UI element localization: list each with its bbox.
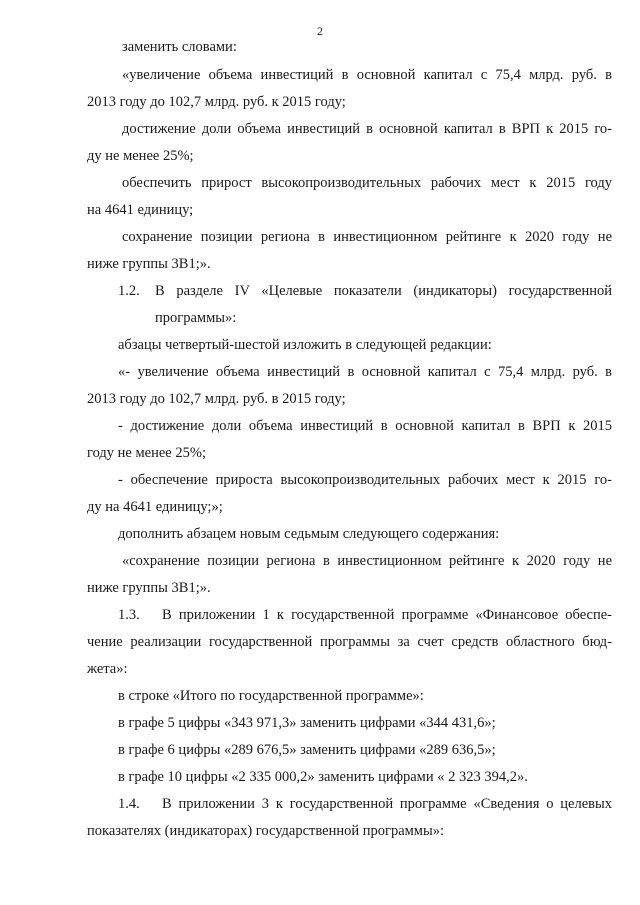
text-line: на 4641 единицу; [87, 202, 194, 218]
text-line: 1.2. В разделе IV «Целевые показатели (индикаторы) государственной [118, 283, 612, 299]
text-line: заменить словами: [122, 39, 237, 55]
text-line: - обеспечение прироста высокопроизводительных рабочих мест к 2015 го- [118, 472, 612, 488]
text-line: показателях (индикаторах) государственной программы»: [87, 823, 444, 839]
text-line: ду на 4641 единицу;»; [87, 499, 223, 515]
text-line: 1.3. В приложении 1 к государственной программе «Финансовое обеспе- [118, 607, 612, 623]
text-line: дополнить абзацем новым седьмым следующего содержания: [118, 526, 500, 542]
text-line: 2013 году до 102,7 млрд. руб. к 2015 году; [87, 94, 346, 110]
page-number: 2 [317, 24, 323, 38]
text-line: программы»: [155, 310, 237, 326]
text-line: году не менее 25%; [87, 445, 206, 461]
text-line: «увеличение объема инвестиций в основной капитал с 75,4 млрд. руб. в [122, 67, 612, 83]
item-number: 1.3. [118, 607, 140, 623]
text-line: жета»: [87, 661, 128, 677]
text-line: обеспечить прирост высокопроизводительных рабочих мест к 2015 году [122, 175, 612, 191]
text-line: ду не менее 25%; [87, 148, 194, 164]
text-line: ниже группы 3В1;». [87, 256, 211, 272]
text-line: чение реализации государственной программы за счет средств областного бюд- [87, 634, 612, 650]
text-line: 2013 году до 102,7 млрд. руб. в 2015 году; [87, 391, 346, 407]
text-line: в графе 10 цифры «2 335 000,2» заменить цифрами « 2 323 394,2». [118, 769, 528, 785]
item-number: 1.2. [118, 283, 140, 299]
text-line: абзацы четвертый-шестой изложить в следующей редакции: [118, 337, 492, 353]
text-line: «сохранение позиции региона в инвестиционном рейтинге к 2020 году не [122, 553, 612, 569]
text-line: сохранение позиции региона в инвестиционном рейтинге к 2020 году не [122, 229, 612, 245]
text-line: в графе 5 цифры «343 971,3» заменить цифрами «344 431,6»; [118, 715, 496, 731]
item-number: 1.4. [118, 796, 140, 812]
text-line: в строке «Итого по государственной программе»: [118, 688, 424, 704]
text-line: «- увеличение объема инвестиций в основной капитал с 75,4 млрд. руб. в [118, 364, 612, 380]
text-line: 1.4. В приложении 3 к государственной программе «Сведения о целевых [118, 796, 612, 812]
text-line: в графе 6 цифры «289 676,5» заменить цифрами «289 636,5»; [118, 742, 496, 758]
text-line: - достижение доли объема инвестиций в основной капитал в ВРП к 2015 [118, 418, 612, 434]
text-line: достижение доли объема инвестиций в основной капитал в ВРП к 2015 го- [122, 121, 612, 137]
text-line: ниже группы 3В1;». [87, 580, 211, 596]
